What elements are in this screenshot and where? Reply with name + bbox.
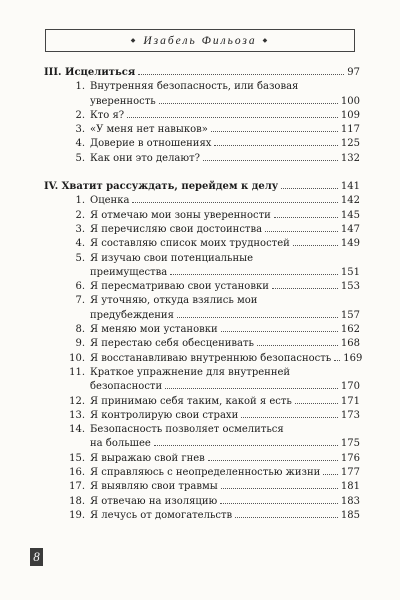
dot-leader bbox=[127, 117, 338, 118]
page-ref: 153 bbox=[340, 281, 360, 293]
entry-title: Доверие в отношениях bbox=[90, 138, 212, 150]
dot-leader bbox=[214, 145, 338, 146]
page-ref: 185 bbox=[340, 509, 360, 521]
page-ref: 171 bbox=[340, 395, 360, 407]
entry-number: 6. bbox=[75, 281, 85, 293]
toc-entry[interactable] bbox=[44, 480, 360, 494]
toc-entry[interactable] bbox=[44, 352, 363, 366]
part-numeral: IV. bbox=[44, 181, 59, 193]
dot-leader bbox=[220, 503, 338, 504]
dot-leader bbox=[221, 331, 338, 332]
entry-title: Я выявляю свои травмы bbox=[90, 481, 218, 493]
entry-number: 11. bbox=[69, 366, 85, 378]
toc-entry[interactable] bbox=[44, 509, 360, 523]
toc-part-4[interactable] bbox=[44, 180, 360, 194]
part-title: Исцелиться bbox=[65, 67, 136, 78]
toc-entry[interactable] bbox=[44, 194, 360, 208]
entry-title: Я пересматриваю свои установки bbox=[90, 281, 269, 293]
dot-leader bbox=[177, 317, 338, 318]
entry-title-line1: Краткое упражнение для внутренней bbox=[90, 366, 291, 378]
entry-title: Я контролирую свои страхи bbox=[90, 409, 239, 421]
page-ref: 109 bbox=[340, 109, 360, 121]
page-ref: 177 bbox=[340, 467, 360, 479]
page-ref: 173 bbox=[340, 409, 360, 421]
author-name: Изабель Фильоза bbox=[143, 34, 257, 47]
entry-title-line1: Внутренняя безопасность, или базовая bbox=[90, 81, 299, 93]
entry-title: Я справляюсь с неопределенностью жизни bbox=[90, 467, 321, 479]
page-ref: 149 bbox=[340, 238, 360, 250]
entry-title: Кто я? bbox=[90, 109, 125, 121]
toc-part-3[interactable] bbox=[44, 66, 360, 80]
page-ref: 170 bbox=[340, 381, 360, 393]
dot-leader bbox=[257, 345, 338, 346]
entry-number: 2. bbox=[75, 209, 85, 221]
page-ref: 132 bbox=[340, 152, 360, 164]
entry-number: 5. bbox=[75, 252, 85, 264]
diamond-ornament-right: ◆ bbox=[262, 38, 270, 44]
dot-leader bbox=[274, 217, 338, 218]
entry-title: Я отмечаю мои зоны уверенности bbox=[90, 209, 271, 221]
page-ref: 145 bbox=[340, 209, 360, 221]
entry-title: Я лечусь от домогательств bbox=[90, 509, 233, 521]
toc-entry[interactable] bbox=[44, 123, 360, 137]
toc-entry[interactable] bbox=[44, 252, 360, 281]
entry-title: «У меня нет навыков» bbox=[90, 124, 208, 136]
page-ref: 176 bbox=[340, 452, 360, 464]
entry-number: 3. bbox=[75, 223, 85, 235]
page-ref: 168 bbox=[340, 338, 360, 350]
entry-title: Я составляю список моих трудностей bbox=[90, 238, 290, 250]
page-ref: 117 bbox=[340, 124, 360, 136]
entry-title-line2: на большее bbox=[90, 438, 151, 450]
toc-entry[interactable] bbox=[44, 280, 360, 294]
entry-number: 12. bbox=[69, 395, 85, 407]
page-number: 8 bbox=[30, 548, 43, 566]
page-ref: 100 bbox=[340, 95, 360, 107]
page-ref: 181 bbox=[340, 481, 360, 493]
entry-number: 2. bbox=[75, 109, 85, 121]
entry-title: Я восстанавливаю внутреннюю безопасность bbox=[90, 352, 332, 364]
toc-entry[interactable] bbox=[44, 152, 360, 166]
dot-leader bbox=[211, 131, 338, 132]
entry-number: 10. bbox=[69, 352, 85, 364]
page-ref: 169 bbox=[343, 352, 363, 364]
toc-entry[interactable] bbox=[44, 137, 360, 151]
entry-title-line2: безопасности bbox=[90, 381, 163, 393]
page-ref: 142 bbox=[340, 195, 360, 207]
entry-title-line2: предубеждения bbox=[90, 309, 174, 321]
page-ref: 97 bbox=[347, 67, 360, 78]
dot-leader bbox=[281, 188, 338, 189]
dot-leader bbox=[323, 474, 338, 475]
entry-number: 3. bbox=[75, 124, 85, 136]
toc-entry[interactable] bbox=[44, 209, 360, 223]
toc-entry[interactable] bbox=[44, 294, 360, 323]
entry-title-line2: уверенность bbox=[90, 95, 156, 107]
toc-entry[interactable] bbox=[44, 323, 360, 337]
toc-entry[interactable] bbox=[44, 223, 360, 237]
entry-title: Я меняю мои установки bbox=[90, 324, 218, 336]
entry-number: 19. bbox=[69, 509, 85, 521]
entry-title: Я перестаю себя обесценивать bbox=[90, 338, 254, 350]
entry-number: 15. bbox=[69, 452, 85, 464]
dot-leader bbox=[272, 288, 338, 289]
page-ref: 141 bbox=[340, 181, 360, 193]
entry-number: 9. bbox=[75, 338, 85, 350]
page-ref: 162 bbox=[340, 324, 360, 336]
dot-leader bbox=[159, 103, 338, 104]
entry-title: Как они это делают? bbox=[90, 152, 200, 164]
dot-leader bbox=[241, 417, 338, 418]
entry-title: Я перечисляю свои достоинства bbox=[90, 223, 263, 235]
entry-title: Оценка bbox=[90, 195, 130, 207]
running-header bbox=[45, 29, 355, 52]
entry-title-line2: преимущества bbox=[90, 266, 168, 278]
entry-title: Я принимаю себя таким, какой я есть bbox=[90, 395, 292, 407]
table-of-contents bbox=[44, 66, 363, 523]
entry-number: 8. bbox=[75, 324, 85, 336]
dot-leader bbox=[293, 245, 338, 246]
page-ref: 157 bbox=[340, 309, 360, 321]
part-numeral: III. bbox=[44, 67, 62, 78]
dot-leader bbox=[235, 517, 338, 518]
entry-number: 13. bbox=[69, 409, 85, 421]
entry-title-line1: Я уточняю, откуда взялись мои bbox=[90, 295, 258, 307]
entry-title-line1: Безопасность позволяет осмелиться bbox=[90, 424, 284, 436]
dot-leader bbox=[265, 231, 338, 232]
entry-number: 4. bbox=[75, 238, 85, 250]
toc-entry[interactable] bbox=[44, 409, 360, 423]
entry-number: 18. bbox=[69, 495, 85, 507]
entry-number: 4. bbox=[75, 138, 85, 150]
entry-number: 14. bbox=[69, 424, 85, 436]
dot-leader bbox=[208, 460, 338, 461]
page-ref: 125 bbox=[340, 138, 360, 150]
entry-number: 7. bbox=[75, 295, 85, 307]
dot-leader bbox=[295, 403, 338, 404]
part-title: Хватит рассуждать, перейдем к делу bbox=[61, 181, 279, 193]
dot-leader bbox=[334, 360, 340, 361]
dot-leader bbox=[132, 202, 337, 203]
toc-entry[interactable] bbox=[44, 80, 360, 109]
dot-leader bbox=[221, 488, 338, 489]
entry-number: 17. bbox=[69, 481, 85, 493]
page-ref: 175 bbox=[340, 438, 360, 450]
page-ref: 147 bbox=[340, 223, 360, 235]
page-ref: 151 bbox=[340, 266, 360, 278]
toc-entry[interactable] bbox=[44, 423, 360, 452]
toc-entry[interactable] bbox=[44, 452, 360, 466]
toc-entry[interactable] bbox=[44, 366, 360, 395]
entry-title: Я выражаю свой гнев bbox=[90, 452, 205, 464]
toc-entry[interactable] bbox=[44, 109, 360, 123]
entry-number: 1. bbox=[75, 81, 85, 93]
entry-number: 5. bbox=[75, 152, 85, 164]
entry-number: 16. bbox=[69, 467, 85, 479]
diamond-ornament-left: ◆ bbox=[130, 38, 138, 44]
entry-title-line1: Я изучаю свои потенциальные bbox=[90, 252, 254, 264]
toc-entry[interactable] bbox=[44, 395, 360, 409]
toc-entry[interactable] bbox=[44, 337, 360, 351]
dot-leader bbox=[203, 160, 338, 161]
entry-title: Я отвечаю на изоляцию bbox=[90, 495, 218, 507]
toc-entry[interactable] bbox=[44, 237, 360, 251]
dot-leader bbox=[138, 74, 344, 75]
dot-leader bbox=[165, 388, 338, 389]
toc-entry[interactable] bbox=[44, 466, 360, 480]
dot-leader bbox=[154, 445, 338, 446]
page-ref: 183 bbox=[340, 495, 360, 507]
toc-entry[interactable] bbox=[44, 495, 360, 509]
entry-number: 1. bbox=[75, 195, 85, 207]
dot-leader bbox=[170, 274, 338, 275]
